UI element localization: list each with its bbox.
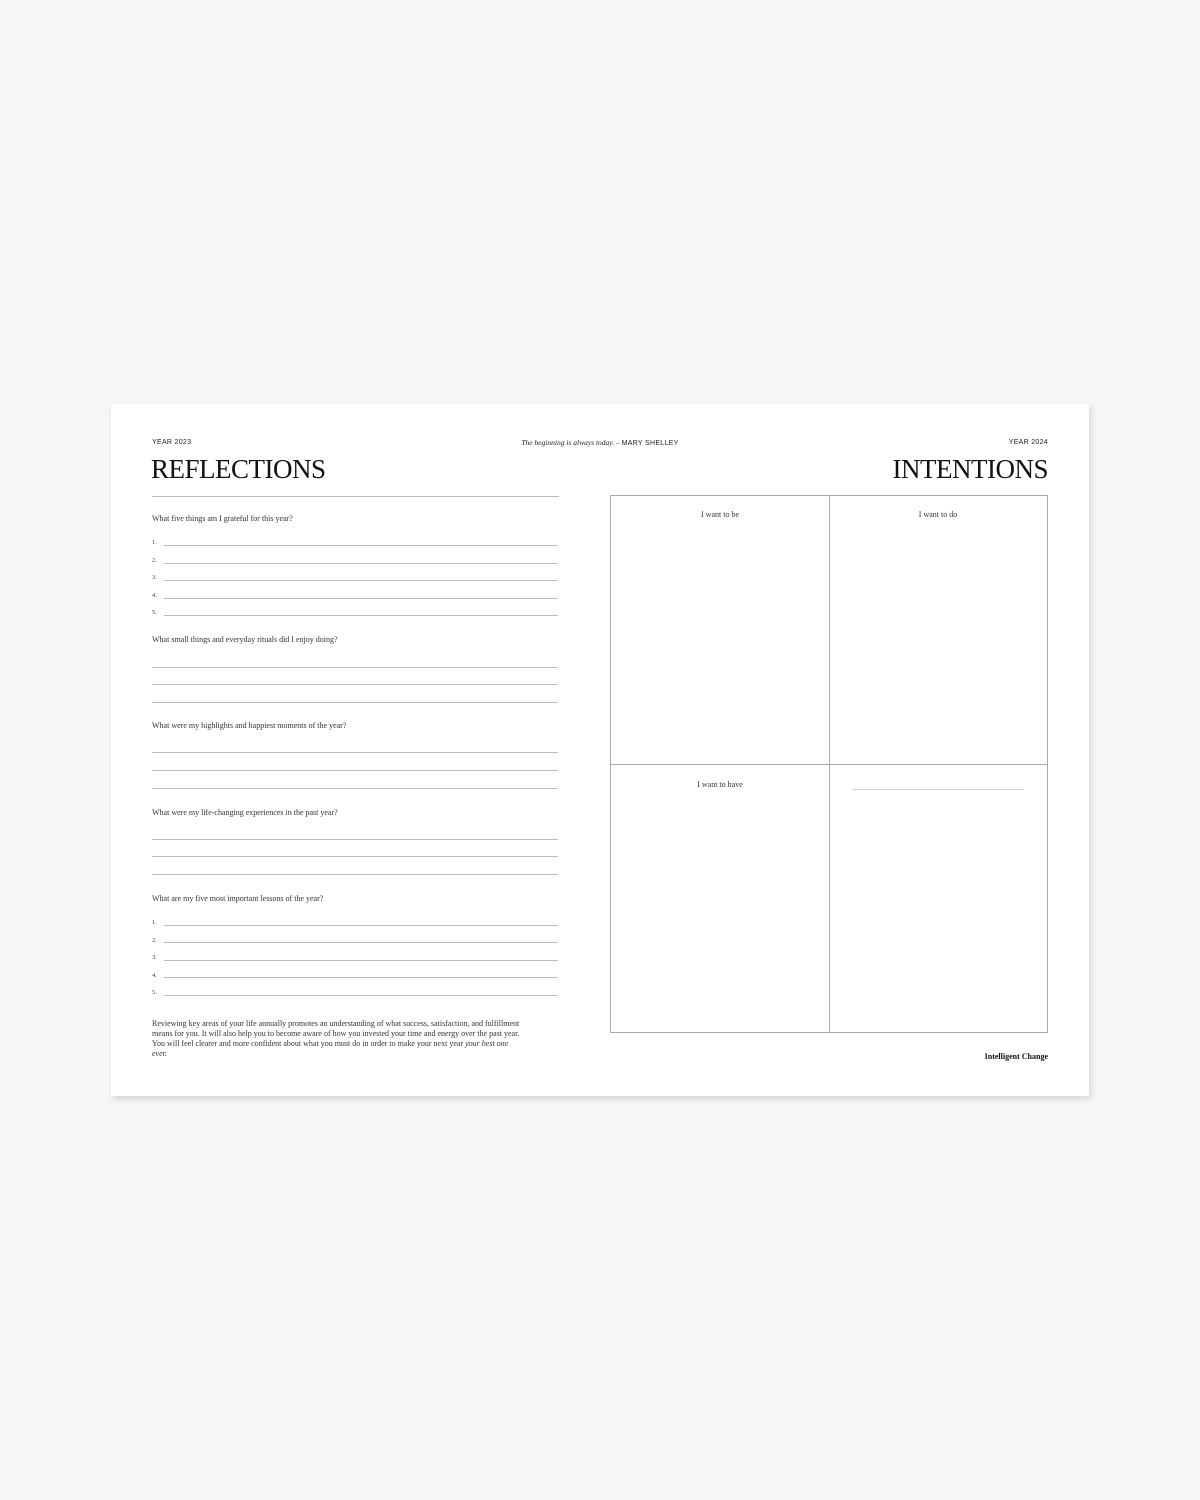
answer-line[interactable] [164, 580, 558, 581]
list-number: 5. [152, 609, 157, 616]
grid-divider-horizontal [611, 764, 1047, 765]
answer-line[interactable] [152, 839, 558, 840]
answer-line[interactable] [152, 752, 558, 753]
list-number: 2. [152, 557, 157, 564]
question-life-changing: What were my life-changing experiences in the past year? [152, 808, 338, 817]
intentions-grid [610, 495, 1048, 1033]
answer-line[interactable] [164, 925, 558, 926]
answer-line[interactable] [152, 874, 558, 875]
answer-line[interactable] [164, 995, 558, 996]
custom-cell-title-line[interactable] [853, 789, 1023, 790]
cell-label-do: I want to do [918, 510, 958, 519]
answer-line[interactable] [152, 667, 558, 668]
paragraph-emphasis: your best one ever. [152, 1039, 509, 1058]
intro-paragraph [152, 1019, 522, 1059]
answer-line[interactable] [152, 856, 558, 857]
list-number: 5. [152, 989, 157, 996]
answer-line[interactable] [164, 960, 558, 961]
brand-name: Intelligent Change [984, 1052, 1048, 1061]
intentions-title: INTENTIONS [892, 454, 1048, 484]
answer-line[interactable] [152, 788, 558, 789]
answer-line[interactable] [164, 563, 558, 564]
quote-author: MARY SHELLEY [621, 440, 679, 447]
list-number: 2. [152, 937, 157, 944]
answer-line[interactable] [152, 702, 558, 703]
answer-line[interactable] [164, 545, 558, 546]
list-number: 4. [152, 592, 157, 599]
planner-sheet [111, 404, 1089, 1096]
paragraph-text: Reviewing key areas of your life annually promotes an understanding of what success, satisfaction, and fulfillment means for you. It will also help you to become aware of how you invested your time and energy over the past year. You will feel clearer and more confident about what you must do in order to make your next year [152, 1019, 520, 1048]
question-rituals: What small things and everyday rituals did I enjoy doing? [152, 635, 338, 644]
quote [111, 438, 1089, 447]
list-number: 1. [152, 919, 157, 926]
answer-line[interactable] [164, 598, 558, 599]
answer-line[interactable] [164, 942, 558, 943]
list-number: 4. [152, 972, 157, 979]
list-number: 3. [152, 954, 157, 961]
year-right-label: YEAR 2024 [1008, 439, 1048, 446]
question-lessons: What are my five most important lessons of the year? [152, 894, 324, 903]
reflections-title: REFLECTIONS [151, 454, 326, 484]
list-number: 3. [152, 574, 157, 581]
answer-line[interactable] [164, 977, 558, 978]
list-number: 1. [152, 539, 157, 546]
quote-text: The beginning is always today. [521, 438, 615, 447]
answer-line[interactable] [164, 615, 558, 616]
title-divider [152, 496, 559, 497]
answer-line[interactable] [152, 770, 558, 771]
question-grateful: What five things am I grateful for this year? [152, 514, 293, 523]
year-left-label: YEAR 2023 [152, 439, 192, 446]
answer-line[interactable] [152, 684, 558, 685]
cell-label-have: I want to have [697, 780, 743, 789]
question-highlights: What were my highlights and happiest moments of the year? [152, 721, 347, 730]
quote-dash: – [614, 438, 622, 447]
cell-label-be: I want to be [701, 510, 739, 519]
